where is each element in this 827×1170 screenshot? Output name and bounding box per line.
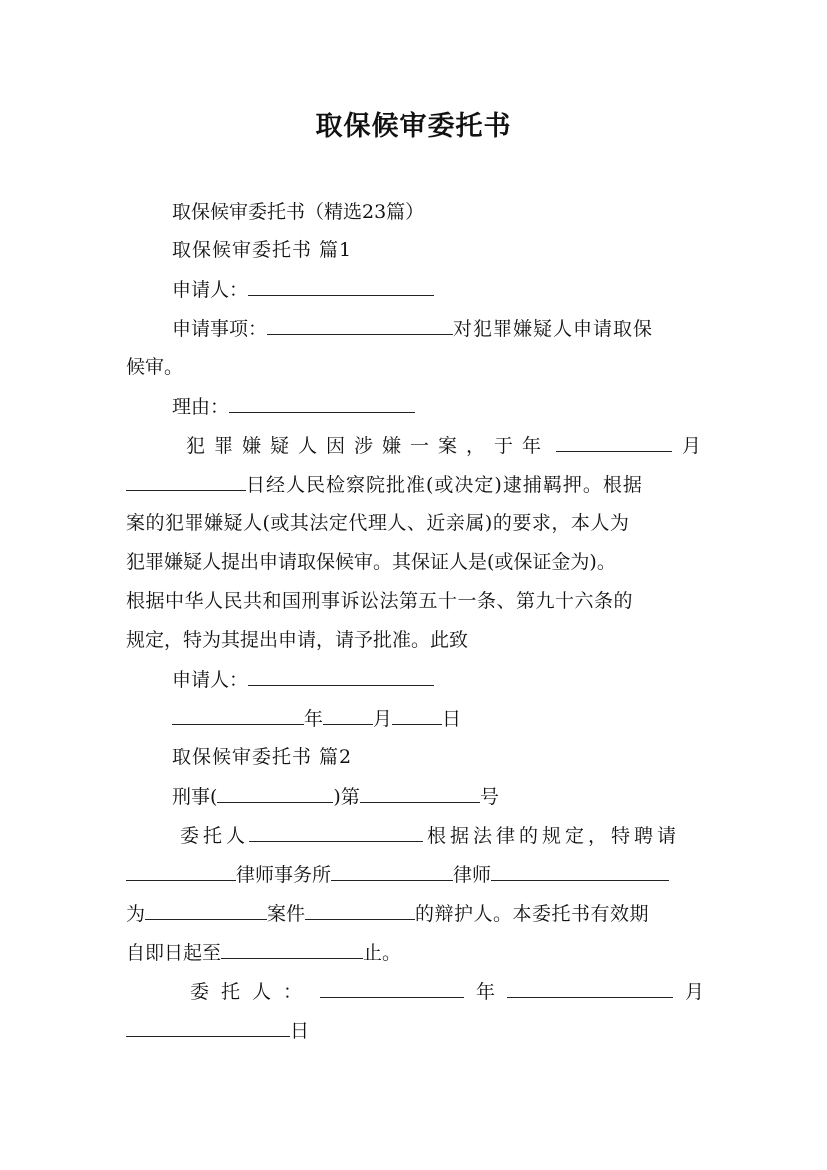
paragraph-line-5: 根据中华人民共和国刑事诉讼法第五十一条、第九十六条的	[126, 590, 634, 612]
applicant2-label: 申请人：	[172, 669, 249, 691]
case-number-line	[172, 784, 499, 809]
date-month-blank[interactable]	[323, 706, 373, 725]
valid-until-blank[interactable]	[221, 940, 363, 959]
paragraph-line-2	[126, 472, 643, 497]
as-label: 为	[126, 903, 146, 925]
reason-blank[interactable]	[229, 394, 415, 413]
year-blank[interactable]	[556, 433, 672, 452]
applicant-blank[interactable]	[248, 277, 434, 296]
defender-line	[126, 901, 649, 926]
paragraph-line-1	[186, 433, 702, 458]
matter-continuation: 候审。	[126, 356, 184, 378]
validity-line	[126, 940, 401, 965]
signature-label: 委托人：	[190, 981, 315, 1003]
document-subtitle: 取保候审委托书（精选23篇）	[172, 201, 425, 223]
client-suffix: 根据法律的规定，特聘请	[427, 825, 681, 847]
signature-blank[interactable]	[320, 979, 464, 998]
client-blank[interactable]	[249, 823, 423, 842]
date-day-label: 日	[442, 708, 462, 730]
paragraph-line-1-text: 犯罪嫌疑人因涉嫌一案，于年	[186, 435, 551, 457]
case-year-blank[interactable]	[217, 784, 333, 803]
valid-from-label: 自即日起至	[126, 942, 222, 964]
firm-line	[126, 862, 669, 887]
defender-text: 的辩护人。本委托书有效期	[415, 903, 650, 925]
signature-day-blank[interactable]	[126, 1018, 290, 1037]
lawyer-name-blank[interactable]	[331, 862, 453, 881]
signature-day-line	[126, 1018, 309, 1043]
applicant-line	[172, 277, 434, 302]
case-mid: )第	[333, 786, 360, 808]
case-prefix: 刑事(	[172, 786, 218, 808]
reason-line	[172, 394, 415, 419]
date-month-label: 月	[373, 708, 393, 730]
signature-month-label: 月	[685, 981, 705, 1003]
matter-suffix: 对犯罪嫌疑人申请取保	[453, 318, 654, 340]
paragraph-line-3: 案的犯罪嫌疑人(或其法定代理人、近亲属)的要求，本人为	[126, 512, 630, 534]
applicant-label: 申请人：	[172, 279, 249, 301]
signature-day-label: 日	[290, 1020, 310, 1042]
case-number-blank[interactable]	[360, 784, 480, 803]
reason-label: 理由：	[172, 396, 230, 418]
date-line	[172, 706, 461, 731]
case-name-blank[interactable]	[305, 901, 415, 920]
valid-to-label: 止。	[363, 942, 402, 964]
section1-heading: 取保候审委托书 篇1	[172, 239, 353, 261]
matter-label: 申请事项：	[172, 318, 268, 340]
lawyer-label: 律师	[453, 864, 492, 886]
matter-line	[172, 316, 653, 341]
document-title: 取保候审委托书	[315, 111, 512, 142]
case-label: 案件	[267, 903, 306, 925]
paragraph-line-4: 犯罪嫌疑人提出申请取保候审。其保证人是(或保证金为)。	[126, 551, 616, 573]
applicant2-blank[interactable]	[248, 667, 434, 686]
defendant-blank[interactable]	[145, 901, 267, 920]
firm-blank[interactable]	[126, 862, 236, 881]
applicant2-line	[172, 667, 434, 692]
client-label: 委托人	[180, 825, 250, 847]
paragraph-line-6: 规定，特为其提出申请，请予批准。此致	[126, 629, 469, 651]
matter-blank[interactable]	[267, 316, 453, 335]
lawyer-blank[interactable]	[491, 862, 669, 881]
month-blank[interactable]	[126, 472, 246, 491]
firm-label: 律师事务所	[236, 864, 332, 886]
paragraph-line-2-text: 日经人民检察院批准(或决定)逮捕羁押。根据	[246, 474, 643, 496]
section2-heading: 取保候审委托书 篇2	[172, 746, 353, 768]
date-year-label: 年	[304, 708, 324, 730]
signature-year-label: 年	[476, 981, 496, 1003]
signature-line	[190, 979, 704, 1004]
signature-month-blank[interactable]	[507, 979, 673, 998]
case-suffix: 号	[479, 786, 499, 808]
date-day-blank[interactable]	[392, 706, 442, 725]
client-line	[180, 823, 680, 848]
date-year-blank[interactable]	[172, 706, 304, 725]
paragraph-line-1-month: 月	[682, 435, 702, 457]
